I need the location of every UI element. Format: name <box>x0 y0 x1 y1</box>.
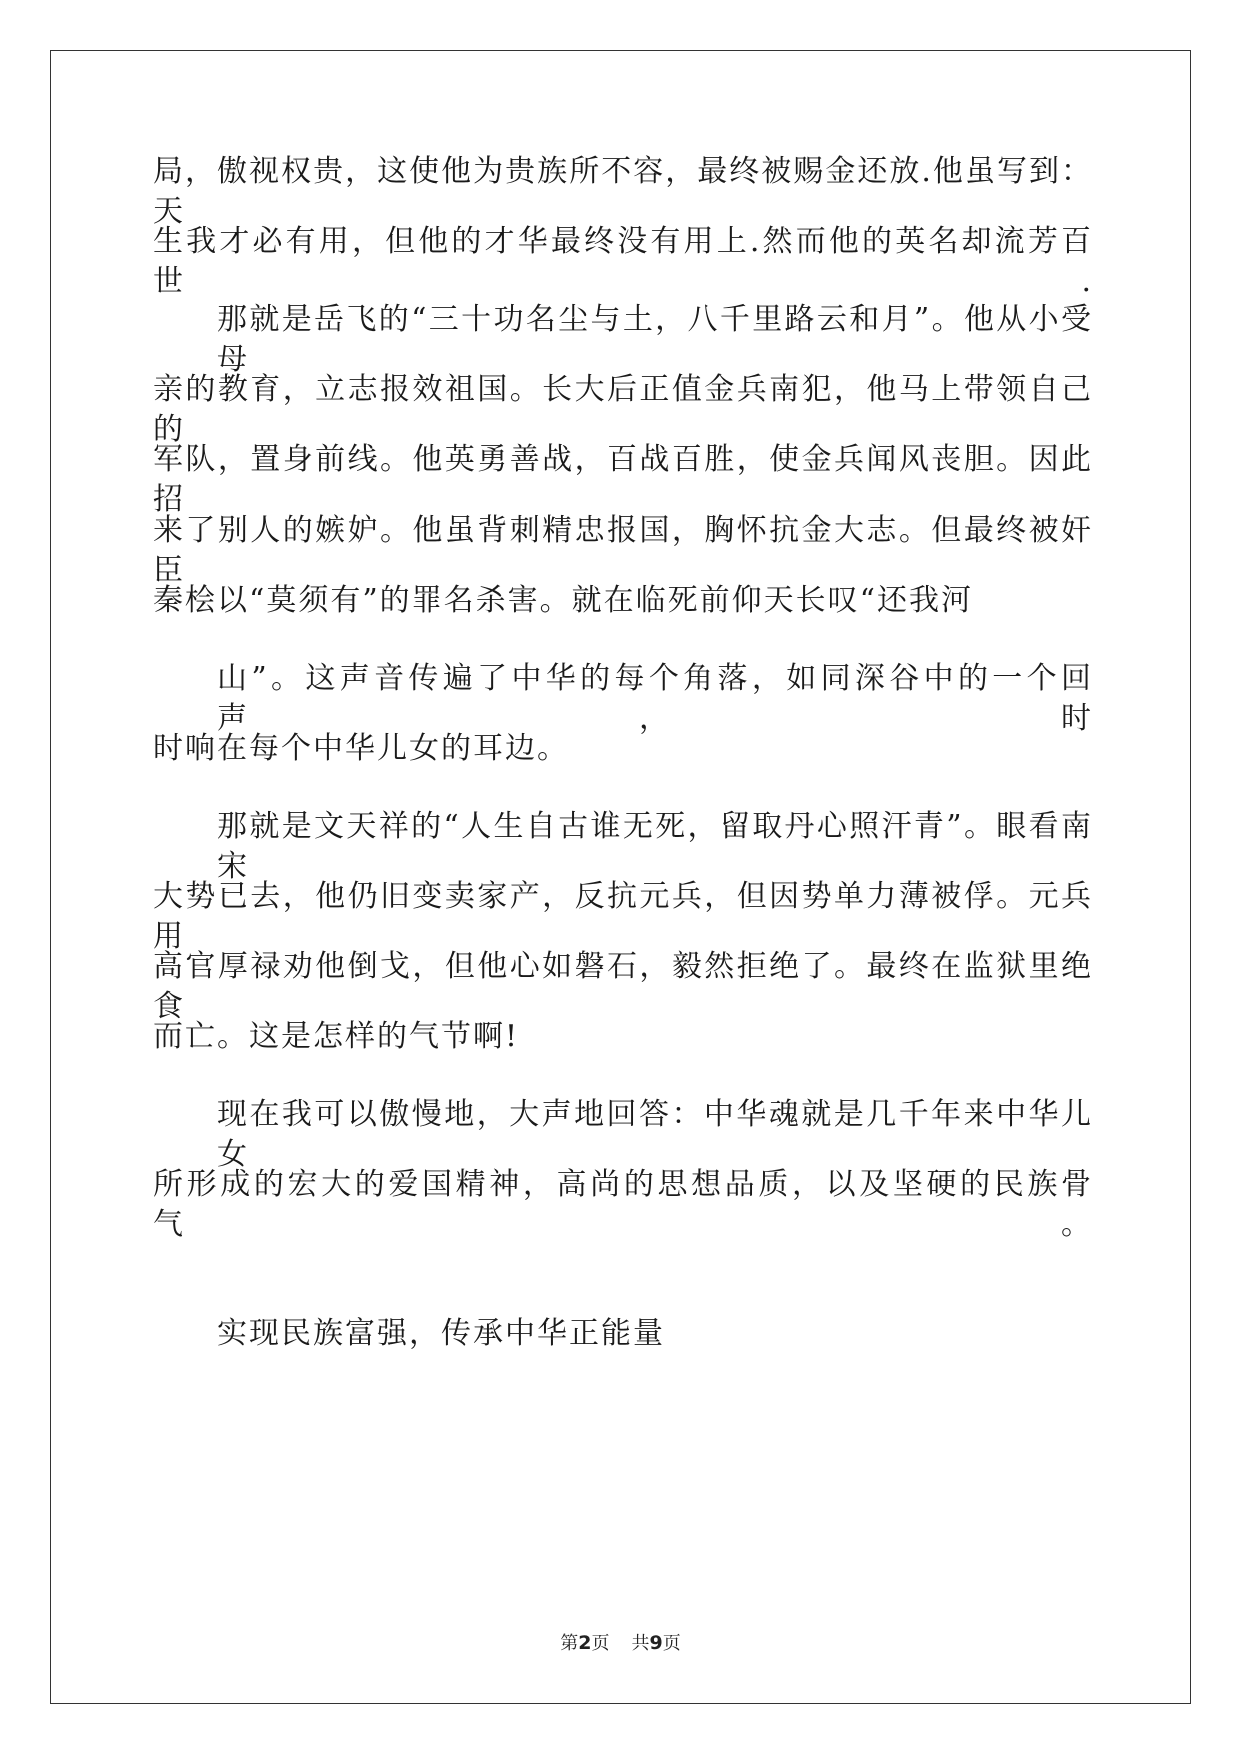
paragraph-conclusion-first-line: 现在我可以傲慢地，大声地回答：中华魂就是几千年来中华儿女 <box>217 1097 1093 1172</box>
body-line: 高官厚禄劝他倒戈，但他心如磐石，毅然拒绝了。最终在监狱里绝食 <box>153 949 1093 1024</box>
paragraph-wentianxiang-first-line: 那就是文天祥的“人生自古谁无死，留取丹心照汗青”。眼看南宋 <box>217 809 1093 884</box>
body-line: 亲的教育，立志报效祖国。长大后正值金兵南犯，他马上带领自己的 <box>153 372 1093 447</box>
total-pages-number: 9 <box>649 1632 663 1654</box>
total-prefix: 共 <box>631 1633 650 1654</box>
page-suffix: 页 <box>591 1633 610 1654</box>
body-line: 所形成的宏大的爱国精神，高尚的思想品质，以及坚硬的民族骨气。 <box>153 1167 1093 1242</box>
body-line: 生我才必有用，但他的才华最终没有用上.然而他的英名却流芳百世. <box>153 224 1093 299</box>
body-line: 局，傲视权贵，这使他为贵族所不容，最终被赐金还放.他虽写到：天 <box>153 154 1093 229</box>
current-page-number: 2 <box>578 1632 592 1654</box>
section-heading: 实现民族富强，传承中华正能量 <box>217 1316 665 1351</box>
page-number-footer <box>0 1631 1241 1656</box>
body-line: 时响在每个中华儿女的耳边。 <box>153 731 569 766</box>
total-suffix: 页 <box>662 1633 681 1654</box>
page-prefix: 第 <box>560 1633 579 1654</box>
body-line: 来了别人的嫉妒。他虽背刺精忠报国，胸怀抗金大志。但最终被奸臣 <box>153 513 1093 588</box>
paragraph-yuefei-first-line: 那就是岳飞的“三十功名尘与土，八千里路云和月”。他从小受母 <box>217 302 1093 377</box>
body-line: 大势已去，他仍旧变卖家产，反抗元兵，但因势单力薄被俘。元兵用 <box>153 879 1093 954</box>
body-line: 秦桧以“莫须有”的罪名杀害。就在临死前仰天长叹“还我河 <box>153 583 974 618</box>
body-line: 军队，置身前线。他英勇善战，百战百胜，使金兵闻风丧胆。因此招 <box>153 442 1093 517</box>
body-line: 山”。这声音传遍了中华的每个角落，如同深谷中的一个回声，时 <box>217 661 1093 736</box>
body-line: 而亡。这是怎样的气节啊! <box>153 1019 520 1054</box>
